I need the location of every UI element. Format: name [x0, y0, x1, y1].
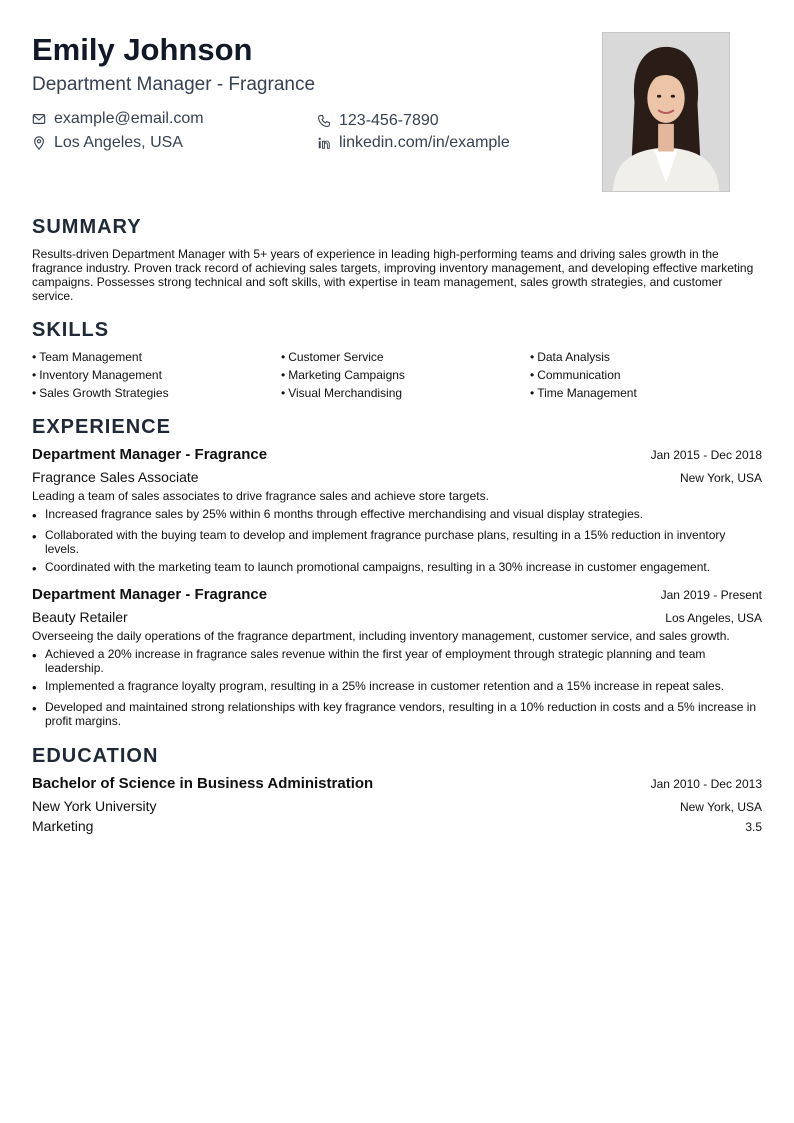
bullet-dot: • [281, 350, 286, 364]
contact-location [32, 134, 183, 152]
bullet-dot: • [32, 508, 37, 523]
bullet-dot: • [32, 368, 37, 382]
list-item [32, 679, 762, 696]
job-company: Fragrance Sales Associate [32, 469, 199, 485]
contact-phone[interactable] [317, 112, 439, 130]
education-heading: EDUCATION [32, 745, 159, 767]
resume-header [32, 32, 592, 96]
contact-email[interactable] [32, 110, 204, 128]
candidate-name: Emily Johnson [32, 32, 253, 67]
skill-item [530, 350, 762, 364]
job-bullets [32, 507, 762, 581]
location-pin-icon [32, 136, 46, 150]
bullet-text: Developed and maintained strong relationships with key fragrance vendors, resulting in a 10% reduction in costs and a 5% increase in profit margins. [45, 700, 757, 728]
bullet-dot: • [281, 368, 286, 382]
skill-item [32, 386, 281, 400]
location-text: Los Angeles, USA [54, 134, 183, 151]
email-text: example@email.com [54, 110, 204, 127]
skill-item [281, 386, 530, 400]
list-item [32, 700, 762, 728]
job-role: Department Manager - Fragrance [32, 586, 268, 603]
job-dates: Jan 2015 - Dec 2018 [650, 448, 762, 462]
skill-item [281, 368, 530, 382]
job-location: Los Angeles, USA [665, 611, 762, 625]
bullet-dot: • [32, 680, 37, 695]
skill-label: Team Management [39, 350, 142, 364]
list-item [32, 647, 762, 675]
mail-icon [32, 112, 46, 126]
bullet-dot: • [530, 386, 535, 400]
education-field: Marketing [32, 818, 94, 834]
phone-text: 123-456-7890 [339, 112, 439, 129]
skills-list [32, 350, 762, 400]
skill-label: Inventory Management [39, 368, 162, 382]
job-subheader [32, 609, 762, 625]
bullet-dot: • [281, 386, 286, 400]
education-header [32, 775, 762, 792]
list-item [32, 560, 762, 577]
job-location: New York, USA [679, 471, 762, 485]
phone-icon [317, 114, 331, 128]
job-description: Overseeing the daily operations of the fragrance department, including inventory management, customer service, and sales growth. [32, 629, 730, 643]
education-field-row [32, 818, 762, 834]
bullet-text: Increased fragrance sales by 25% within 6 months through effective merchandising and visual display strategies. [45, 507, 644, 521]
job-header [32, 586, 762, 603]
education-gpa: 3.5 [745, 820, 762, 834]
education-location: New York, USA [679, 800, 762, 814]
candidate-title: Department Manager - Fragrance [32, 74, 316, 95]
bullet-text: Achieved a 20% increase in fragrance sales revenue within the first year of employment through strategic planning and team leadership. [45, 647, 706, 675]
experience-heading: EXPERIENCE [32, 416, 171, 438]
job-company: Beauty Retailer [32, 609, 128, 625]
job-dates: Jan 2019 - Present [660, 588, 762, 602]
job-subheader [32, 469, 762, 485]
bullet-text: Implemented a fragrance loyalty program, resulting in a 25% increase in customer retention and a 15% increase in repeat sales. [45, 679, 725, 693]
education-school: New York University [32, 798, 157, 814]
summary-text: Results-driven Department Manager with 5+ years of experience in leading high-performing teams and driving sales growth in the fragrance industry. Proven track record of achieving sales targets, improving inventory management, and developing effective marketing campaigns. Possesses strong technical and soft skills, with expertise in team management, sales growth strategies, and customer service. [32, 247, 754, 303]
job-header [32, 446, 762, 463]
skill-item [32, 350, 281, 364]
skills-heading: SKILLS [32, 319, 110, 341]
skill-label: Data Analysis [537, 350, 610, 364]
bullet-dot: • [32, 529, 37, 544]
bullet-dot: • [32, 561, 37, 576]
skill-item [530, 386, 762, 400]
skill-item [530, 368, 762, 382]
bullet-dot: • [530, 350, 535, 364]
bullet-dot: • [32, 350, 37, 364]
summary-heading: SUMMARY [32, 216, 142, 238]
bullet-dot: • [530, 368, 535, 382]
linkedin-icon [317, 136, 331, 150]
bullet-dot: • [32, 701, 37, 716]
bullet-dot: • [32, 386, 37, 400]
bullet-dot: • [32, 648, 37, 663]
skill-label: Communication [537, 368, 621, 382]
linkedin-text: linkedin.com/in/example [339, 134, 510, 151]
bullet-text: Coordinated with the marketing team to launch promotional campaigns, resulting in a 30% increase in customer engagement. [45, 560, 711, 574]
skill-label: Time Management [537, 386, 637, 400]
skill-label: Marketing Campaigns [288, 368, 405, 382]
job-bullets [32, 647, 762, 732]
bullet-text: Collaborated with the buying team to develop and implement fragrance purchase plans, resulting in a 15% reduction in inventory levels. [45, 528, 726, 556]
list-item [32, 507, 762, 524]
education-degree: Bachelor of Science in Business Administration [32, 775, 374, 792]
contact-linkedin[interactable] [317, 134, 510, 152]
education-dates: Jan 2010 - Dec 2013 [650, 777, 762, 791]
profile-photo [602, 32, 730, 192]
skill-item [32, 368, 281, 382]
list-item [32, 528, 762, 556]
skill-label: Customer Service [288, 350, 384, 364]
job-description: Leading a team of sales associates to drive fragrance sales and achieve store targets. [32, 489, 489, 503]
skill-item [281, 350, 530, 364]
job-role: Department Manager - Fragrance [32, 446, 268, 463]
education-school-row [32, 798, 762, 814]
skill-label: Sales Growth Strategies [39, 386, 169, 400]
skill-label: Visual Merchandising [288, 386, 403, 400]
